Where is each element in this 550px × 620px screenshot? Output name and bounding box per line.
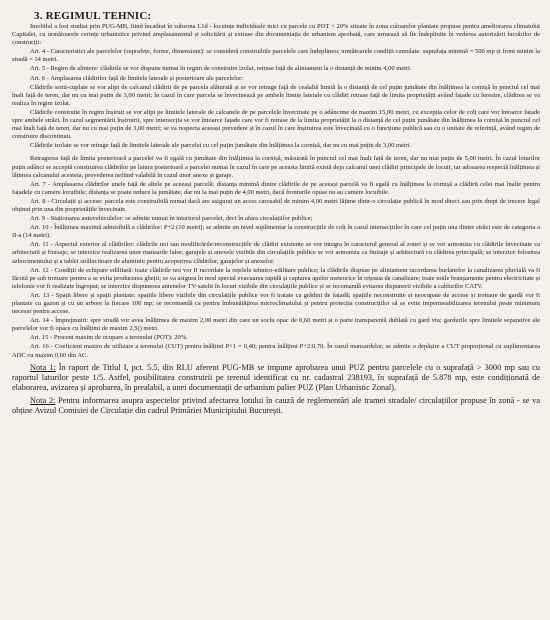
paragraph-art8: Art. 8 - Circulații și accese: parcela este construibilă numai dacă are asigurat un acces carosabil de minim 4,00 metri lățime dintr-o circulație publică în mod direct sau prin drept de trecere legal obținut prin una din proprietățile învecinate. <box>12 197 540 213</box>
paragraph-art13: Art. 13 - Spații libere și spații plantate: spațiile libere vizibile din circulațiile publice vor fi tratate ca grădini de fațadă; spațiile neconstruite și neocupate de accese și trotuare de gardă vor fi plantate cu gazon și cu un arbore la fiecare 100 mp; se recomandă ca pentru îmbunătățirea microclimatului și pentru protecția construcțiilor să se evite impermeabilizarea terenului peste minimum necesar pentru accese. <box>12 291 540 316</box>
paragraph-art12: Art. 12 - Condiții de echipare edilitară: toate clădirile noi vor fi racordate la rețelele tehnico-edilitare publice; la clădirile dispuse pe aliniament racordarea burlanelor la canalizarea pluvială va fi făcută pe sub trotuare pentru a se evita producerea gheții; se va asigura în mod special evacuarea rapidă și captarea apelor meteorice în rețeaua de canalizare; toate noile branșamente pentru electricitate și telefonie vor fi realizate îngropat; se interzice dispunerea antenelor TV-satelit în locuri vizibile din circulațiile publice și se recomandă evitarea dispunerii vizibile a cablurilor CATV. <box>12 266 540 290</box>
paragraph-art16: Art. 16 - Coeficient maxim de utilizare a terenului (CUT) pentru înălțimi P+1 = 0,40; pentru înălțimi P+2:0,70. În cazul mansardelor, se admite o depășire a CUT proporțional cu suplimentarea ADC cu maxim 0,60 din AC. <box>12 343 540 359</box>
paragraph-art15: Art. 15 - Procent maxim de ocupare a terenului (POT): 20%. <box>30 334 188 342</box>
paragraph-intro: Imobilul a fost studiat prin PUG-MB, fiind încadrat în subzona L1d - locuințe individuale mici cu parcele cu POT < 20% situate în zona culoarelor plantate propuse pentru ameliorarea climatului Capitalei, cu următoarele cerințe urbanistice privind amplasamentul și solicitării și extrase din documentația de urbanism aprobată, care urmează să fie îndeplinite în vederea autorizării lucrărilor de construcții: <box>12 23 540 47</box>
paragraph-insiruit: Clădirile construite în regim înșiruit se vor alipi pe limitele laterale de calcanele de pe parcelele învecinate pe o adâncime de maxim 15,00 metri, cu excepția celor de colț care vor întoarce fațade spre ambele străzi. În cazul segmentării înșiruirii, spre intersecția se vor întoarce fațade care vor fi retrase de la limita proprietății la o distanță de cel puțin jumătate din înălțimea la cornișă în punctul cel mai înalt față de teren, dar nu cu mai puțin de 3,00 metri; se va respecta aceeași prevedere și în cazul în care înșiruirea este învecinată cu o funcțiune publică sau cu o unitate de referință, având regim de construire discontinuu. <box>12 108 540 141</box>
paragraph-art9: Art. 9 - Staționarea autovehiculelor: se admite numai în interiorul parcelei, deci în afara circulațiilor publice; <box>30 215 313 223</box>
note-2-label: Nota 2: <box>30 396 56 406</box>
paragraph-art10: Art. 10 - Înălțimea maximă admisibilă a clădirilor: P+2 (10 metri); se admite un nivel suplimentar la construcțiile de colț în cazul intersecțiilor în care cel puțin una dintre străzi este de categoria a II-a (14 metri). <box>12 224 540 240</box>
paragraph-art7: Art. 7 - Amplasarea clădirilor unele față de altele pe aceeași parcelă: distanța minimă dintre clădirile de pe aceeași parcelă va fi egală cu înălțimea la cornișă a clădirii celei mai înalte pentru fațadele cu camere locuibile; distanța se poate reduce la jumătate, dar nu la mai puțin de 4,00 metri, dacă fronturile opuse nu au camere locuibile. <box>12 180 540 196</box>
paragraph-art5: Art. 5 - Regim de aliniere: clădirile se vor dispune numai în regim de construire izolat, retrase față de aliniament la o distanță de minim 4,00 metri. <box>30 65 412 73</box>
note-2 <box>12 396 540 416</box>
note-2-text: Pentru informarea asupra aspectelor privind afectarea lotului în cauză de reglementări ale tramei stradale/ circulațiilor propuse în zonă - se va obține Avizul Comisiei de Circulație din cadrul Primăriei Municipiului București. <box>12 396 540 416</box>
paragraph-izolate: Clădirile izolate se vor retrage față de limitele laterale ale parcelei cu cel puțin jumătate din înălțimea la cornișă, dar nu cu mai puțin de 3,00 metri. <box>30 142 412 150</box>
paragraph-art14: Art. 14 - Împrejmuiri: spre stradă vor avea înălțimea de maxim 2,00 metri din care un soclu opac de 0,60 metri și o parte transparentă dublată cu gard viu; gardurile spre limitele separative ale parcelelor vor fi opace cu înălțimi de maxim 2,5() metri. <box>12 317 540 333</box>
paragraph-art6: Art. 6 - Amplasarea clădirilor față de limitele laterale și posterioare ale parcelelor: <box>30 74 244 82</box>
section-heading: 3. REGIMUL TEHNIC: <box>34 10 152 22</box>
paragraph-art4: Art. 4 - Caracteristici ale parcelelor (suprafețe, forme, dimensiuni): se consideră construibile parcelele care îndeplinesc următoarele condiții cumulate: suprafața minimă = 500 mp și front minim la stradă = 14 metri. <box>12 48 540 64</box>
note-1 <box>12 363 540 394</box>
note-1-label: Nota 1: <box>30 362 56 372</box>
paragraph-retragere-posterioara: Retragerea față de limita posterioară a parcelei va fi egală cu jumătate din înălțimea la cornișă, măsurată în punctul cel mai înalt față de teren, dar nu mai puțin de 5,00 metri. În cazul loturilor puțin adânci se acceptă construirea clădirilor pe latura posterioară a parcelei numai în cazul în care pe aceasta limită există deja calcanul unei clădiri principale de locuit, iar adosarea respectă înălțimea și lățimea calcanului acesteia, prevederea nefiind valabilă în cazul unor anexe și garaje. <box>12 155 540 179</box>
paragraph-semi-cuplate: Clădirile semi-cuplate se vor alipi de calcanul clădirii de pe parcela alăturată și se vor retrage față de cealaltă limită la o distanță de cel puțin jumătate din înălțimea la cornișă în punctul cel mai înalt față de teren, dar nu cu mai puțin de 3,00 metri; în cazul în care parcela se învecinează pe ambele limite laterale cu clădiri retrase față de limita proprietății având fațade cu ferestre, clădirea se va realiza în regim izolat. <box>12 83 540 107</box>
paragraph-art11: Art. 11 - Aspectul exterior al clădirilor: clădirile noi sau modificările/reconstrucțiile de clădiri existente se vor integra în caracterul general al zonei și se vor armoniza cu clădirile învecinate ca arhitectură și finisaje; se interzice realizarea unor mansarde false; garajele și anexele vizibile din circulațiile publice se vor armoniza ca finisaje și arhitectură cu clădirea principală; se interzice folosirea azbocimentului și a tablei strălucitoare de aluminiu pentru acoperirea clădirilor, garajelor și anexelor. <box>12 241 540 265</box>
note-1-text: În raport de Titlul I, pct. 5.5, din RLU aferent PUG-MB se impune aprobarea unui PUZ pentru parcelele cu o suprafață > 3000 mp sau cu raportul laturilor peste 1/5. Astfel, posibilitatea construirii pe terenul identificat cu nr. cadastral 238193, în suprafață de 5.878 mp, este condiționată de elaborarea, avizarea și aprobarea, în prealabil, a unei documentații de urbanism palier PUZ (Plan Urbanistic Zonal). <box>12 362 541 393</box>
